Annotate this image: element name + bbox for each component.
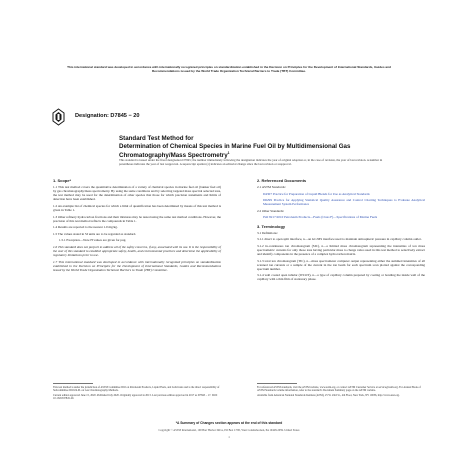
- terminology-item: 3.1.2 in-continuous ion chromatogram (SIC), n—a limited mass chromatogram representing the intensities of ion mass spectrometric currents for only those ions having particular mass to charge ratios used in this test method to selectively extract and identify components in the presence of a complex hydrocarbon matrix.: [257, 243, 425, 256]
- scope-paragraph: 1.1 This test method covers the quantitative determination of a variety of chemical species in marine fuel oil (bunker fuel oil) by gas chromatography/mass spectrometry. By using the same conditions and by selecting targeted mass spectral selected ions, the test method may be used for the determination of other species that those for which precision statements and limits of detection have been established.: [53, 185, 221, 202]
- right-column: [257, 178, 425, 284]
- footnotes-left: [53, 383, 221, 401]
- scope-paragraph: 1.7 This international standard was developed in accordance with internationally recognized principles on standardization established in the Decision on Principles for the Development of International Standards, Guides and Recommendations issued by the World Trade Organization Technical Barriers to Trade (TBT) Committee.: [53, 259, 221, 272]
- section-heading-terminology: 3. Terminology: [257, 223, 286, 229]
- footnote: For referenced ASTM standards, visit the ASTM website, www.astm.org, or contact ASTM Customer Service at service@astm.org. For Annual Book of ASTM Standards volume information, refer to the standard's Document Summary page on the ASTM website.: [257, 386, 421, 393]
- title-main: Determination of Chemical Species in Marine Fuel Oil by Multidimensional Gas Chromatography/Mass Spectrometry: [119, 142, 351, 160]
- terminology-item: 3.1.4 wall coated open tubular (WCOT), n—a type of capillary column prepared by coating or bonding the inside wall of the capillary with a thin film of stationary phase.: [257, 273, 425, 282]
- document-page: [23, 0, 435, 458]
- footnotes-right: [257, 383, 425, 397]
- scope-paragraph: 1.4 Results are reported to the nearest 1.0 mg/kg.: [53, 225, 118, 230]
- title-line-1: Standard Test Method for: [119, 135, 194, 142]
- footnote: Current edition approved June 15, 2020. Published July 2020. Originally approved in 2013. Last previous edition approved in 2017 as D7845 – 17. DOI: 10.1520/D7845-20.: [53, 394, 218, 401]
- scope-paragraph: 1.2 An example list of chemical species for which a limit of quantification has been determined by means of this test method is given in Table 1.: [53, 203, 221, 212]
- development-notice: This international standard was developed in accordance with internationally recognized principles on standardization established in the Decision on Principles for the Development of International Standards, Guides and Recommendations issued by the World Trade Organization Technical Barriers to Trade (TBT) Committee.: [67, 65, 391, 73]
- footnote-divider: [257, 383, 297, 384]
- footnote-divider: [53, 383, 93, 384]
- reference-item: 2.1 ASTM Standards:: [257, 185, 286, 189]
- footnote: This test method is under the jurisdiction of ASTM Committee D02 on Petroleum Products, Liquid Fuels, and Lubricants and is the direct responsibility of Subcommittee D02.04.0L on Gas Chromatography Methods.: [53, 386, 220, 393]
- reference-link[interactable]: D4307 Practice for Preparation of Liquid Blends for Use as Analytical Standards: [263, 191, 370, 196]
- summary-of-changes-note: *A Summary of Changes section appears at the end of this standard: [175, 421, 283, 425]
- reference-link[interactable]: ISO 8217:2010 Petroleum Products—Fuels (Class F)—Specifications of Marine Fuels: [263, 215, 378, 220]
- standard-issue-notice: This standard is issued under the fixed designation D7845; the number immediately following the designation indicates the year of original adoption or, in the case of revision, the year of last revision. A number in parentheses indicates the year of last reapproval. A superscript epsilon (ε) indicates an editorial change since the last revision or reapproval.: [119, 158, 383, 166]
- document-title: [119, 135, 385, 160]
- designation: Designation: D7845 − 20: [75, 113, 140, 119]
- terminology-item: 3.1.3 total ion chromatogram (TIC), n—mass spectrometer computer output representing either the summed intensities of all scanned ion currents or a sample of the current in the ion beam for each spectrum scan plotted against the corresponding spectrum number.: [257, 258, 425, 271]
- left-column: [53, 178, 221, 275]
- terminology-item: 3.1.1 direct to open split interface, n—an GC/MS interface used to maintain atmospheric pressure in capillary column outlet.: [257, 237, 422, 242]
- copyright-line: Copyright © ASTM International, 100 Barr Harbor Drive, PO Box C700, West Conshohocken, PA 19428-2959. United States: [158, 429, 300, 432]
- page-number: 1: [228, 435, 230, 439]
- reference-item: 2.2 Other Standards:: [257, 208, 285, 213]
- title-footnote-mark: 1: [227, 151, 230, 156]
- scope-paragraph: 1.6 This standard does not purport to address all of the safety concerns, if any, associated with its use. It is the responsibility of the user of this standard to establish appropriate safety, health, and environmental practices and determine the applicability of regulatory limitations prior to use.: [53, 245, 221, 258]
- section-heading-referenced-documents: 2. Referenced Documents: [257, 178, 307, 183]
- astm-logo-icon: [52, 108, 65, 126]
- scope-paragraph: 1.3 Other refinery hydrocarbon fractions and their mixtures may be tested using the same test method conditions. However, the precision of this test method reflects the compounds in Table 1.: [53, 214, 221, 223]
- scope-paragraph: 1.5.1 Exception—Note H values are given for pug.: [59, 238, 127, 243]
- terminology-item: 3.1 Definitions:: [257, 230, 278, 235]
- reference-link[interactable]: D6299 Practice for Applying Statistical Quality Assurance and Control Charting Techniques to Evaluate Analytical Measurement System Performance: [263, 198, 425, 207]
- scope-paragraph: 1.5 The values stated in SI units are to be regarded as standard.: [53, 231, 137, 236]
- footnote: Available from American National Standards Institute (ANSI), 25 W. 43rd St., 4th Floor, New York, NY 10036, http://www.ansi.org.: [257, 394, 400, 398]
- section-heading-scope: 1. Scope*: [53, 178, 72, 183]
